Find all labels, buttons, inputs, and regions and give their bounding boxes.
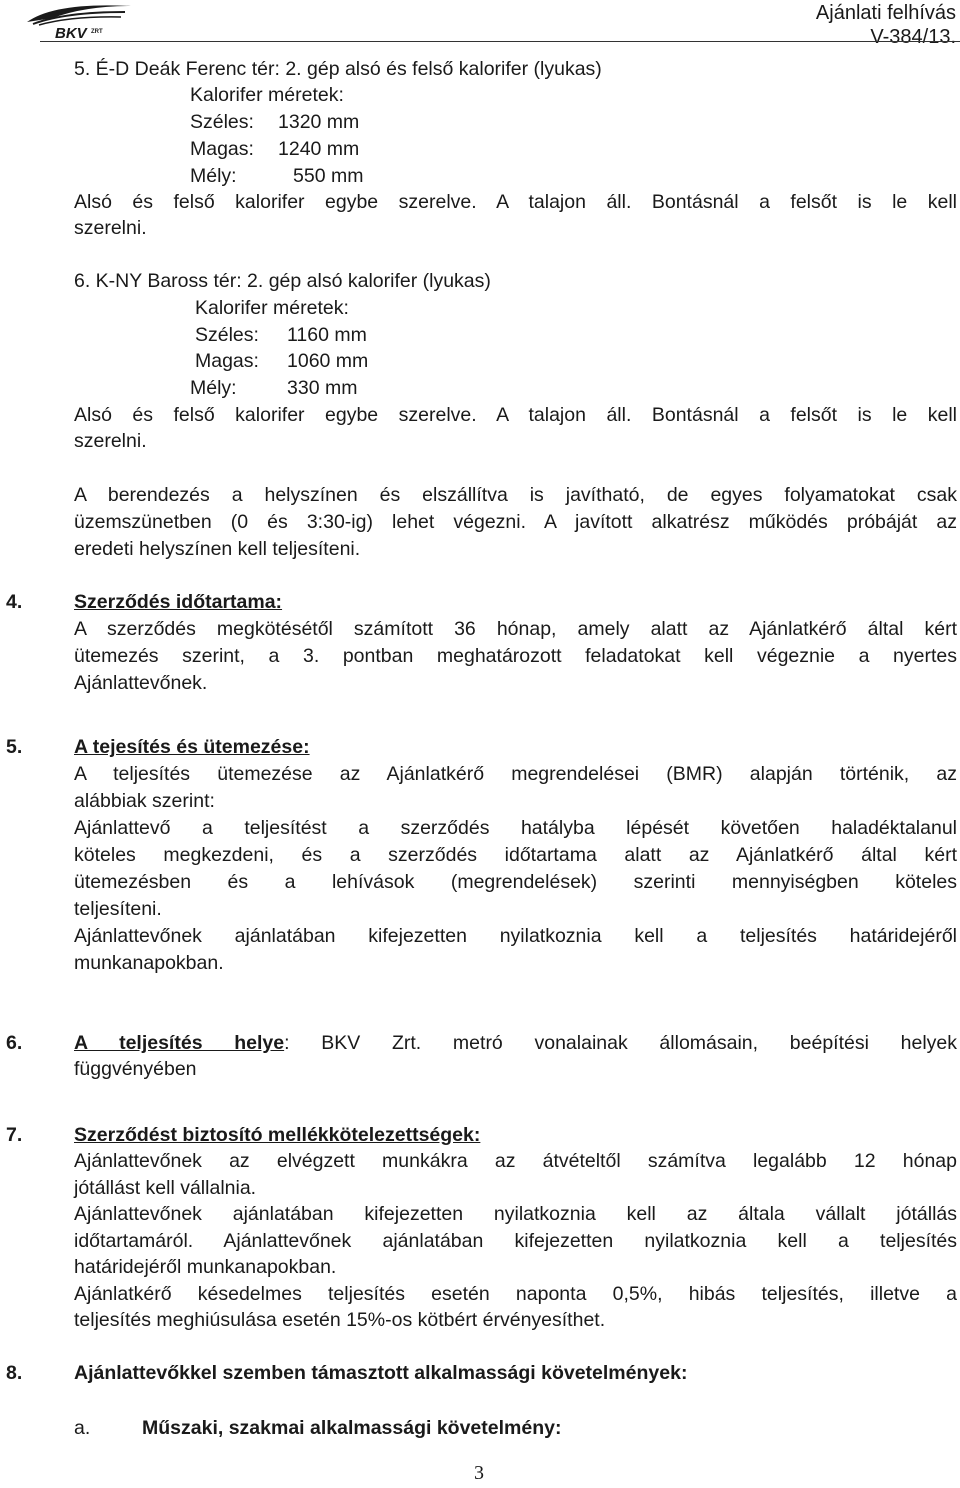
section6-number: 6. <box>6 1032 23 1054</box>
section7-line3: Ajánlattevőnek ajánlatában kifejezetten nyilatkoznia kell az általa vállalt jótállás <box>74 1203 957 1225</box>
section7-line7: teljesítés meghiúsulása esetén 15%-os kötbért érvényesíthet. <box>74 1309 606 1331</box>
section7-number: 7. <box>6 1124 23 1146</box>
repair-line1: A berendezés a helyszínen és elszállítva is javítható, de egyes folyamatokat csak <box>74 484 957 506</box>
item6-height-value: 1060 mm <box>287 350 369 372</box>
logo-zrt: ZRT <box>91 29 103 35</box>
item5-dims-label: Kalorifer méretek: <box>190 84 344 106</box>
item6-depth-value: 330 mm <box>287 377 358 399</box>
item5-width-value: 1320 mm <box>278 111 360 133</box>
item6-width-value: 1160 mm <box>287 324 367 346</box>
item5-depth-label: Mély: <box>190 165 237 187</box>
item6-depth-label: Mély: <box>190 377 237 399</box>
section6-line2: függvényében <box>74 1058 197 1080</box>
section5-line7: Ajánlattevőnek ajánlatában kifejezetten nyilatkoznia kell a teljesítés határidejéről <box>74 925 957 947</box>
section5-line1: A teljesítés ütemezése az Ajánlatkérő megrendelései (BMR) alapján történik, az <box>74 763 957 785</box>
repair-line2: üzemszünetben (0 és 3:30-ig) lehet végezni. A javított alkatrész működés próbáját az <box>74 511 957 533</box>
item6-title: 6. K-NY Baross tér: 2. gép alsó kalorifer (lyukas) <box>74 270 491 292</box>
bkv-logo <box>25 0 133 42</box>
section4-title: Szerződés időtartama: <box>74 591 283 613</box>
item6-note-line2: szerelni. <box>74 430 147 452</box>
section5-line3: Ajánlattevő a teljesítést a szerződés hatályba lépését követően haladéktalanul <box>74 817 957 839</box>
item5-width-label: Széles: <box>190 111 254 133</box>
section8-sub-title: Műszaki, szakmai alkalmassági követelmény: <box>142 1417 562 1439</box>
section5-line8: munkanapokban. <box>74 952 224 974</box>
item5-depth-value: 550 mm <box>293 165 364 187</box>
item6-note-line1: Alsó és felső kalorifer egybe szerelve. A talajon áll. Bontásnál a felsőt is le kell <box>74 404 957 426</box>
section8-title: Ajánlattevőkkel szemben támasztott alkalmassági követelmények: <box>74 1362 688 1384</box>
section5-line5: ütemezésben és a lehívások (megrendelések) szerinti mennyiségben köteles <box>74 871 957 893</box>
page-number: 3 <box>474 1462 484 1484</box>
item5-note-line2: szerelni. <box>74 217 147 239</box>
section5-number: 5. <box>6 736 23 758</box>
section8-sub-letter: a. <box>74 1417 91 1439</box>
header-title: Ajánlati felhívás <box>815 2 956 24</box>
section4-line3: Ajánlattevőnek. <box>74 672 208 694</box>
section8-number: 8. <box>6 1362 23 1384</box>
item6-dims-label: Kalorifer méretek: <box>195 297 349 319</box>
section7-line4: időtartamáról. Ajánlattevőnek ajánlatában kifejezetten nyilatkoznia kell a teljesítés <box>74 1230 957 1252</box>
header-ref: V-384/13. <box>870 26 956 48</box>
header-rule <box>40 41 960 42</box>
section7-line5: határidejéről munkanapokban. <box>74 1256 337 1278</box>
section7-line2: jótállást kell vállalnia. <box>74 1177 257 1199</box>
section7-line6: Ajánlatkérő késedelmes teljesítés esetén naponta 0,5%, hibás teljesítés, illetve a <box>74 1283 957 1305</box>
section6-line1-rest: : BKV Zrt. metró vonalainak állomásain, beépítési helyek <box>284 1032 958 1054</box>
repair-line3: eredeti helyszínen kell teljesíteni. <box>74 538 361 560</box>
section5-line2: alábbiak szerint: <box>74 790 215 812</box>
section5-line4: köteles megkezdeni, és a szerződés időtartama alatt az Ajánlatkérő által kért <box>74 844 957 866</box>
section4-line2: ütemezés szerint, a 3. pontban meghatározott feladatokat kell végeznie a nyertes <box>74 645 957 667</box>
item5-note-line1: Alsó és felső kalorifer egybe szerelve. A talajon áll. Bontásnál a felsőt is le kell <box>74 191 957 213</box>
section5-title: A tejesítés és ütemezése: <box>74 736 310 758</box>
item5-height-value: 1240 mm <box>278 138 360 160</box>
section6-line1 <box>74 1034 957 1054</box>
section5-line6: teljesíteni. <box>74 898 162 920</box>
section7-line1: Ajánlattevőnek az elvégzett munkákra az átvételtől számítva legalább 12 hónap <box>74 1150 957 1172</box>
item5-height-label: Magas: <box>190 138 254 160</box>
item6-height-label: Magas: <box>195 350 259 372</box>
section4-number: 4. <box>6 591 23 613</box>
section6-title: A teljesítés helye <box>74 1032 285 1054</box>
section4-line1: A szerződés megkötésétől számított 36 hónap, amely alatt az Ajánlatkérő által kért <box>74 618 957 640</box>
logo-text: BKV <box>55 25 87 42</box>
section7-title: Szerződést biztosító mellékkötelezettségek: <box>74 1124 481 1146</box>
item6-width-label: Széles: <box>195 324 259 346</box>
item5-title: 5. É-D Deák Ferenc tér: 2. gép alsó és felső kalorifer (lyukas) <box>74 58 602 80</box>
